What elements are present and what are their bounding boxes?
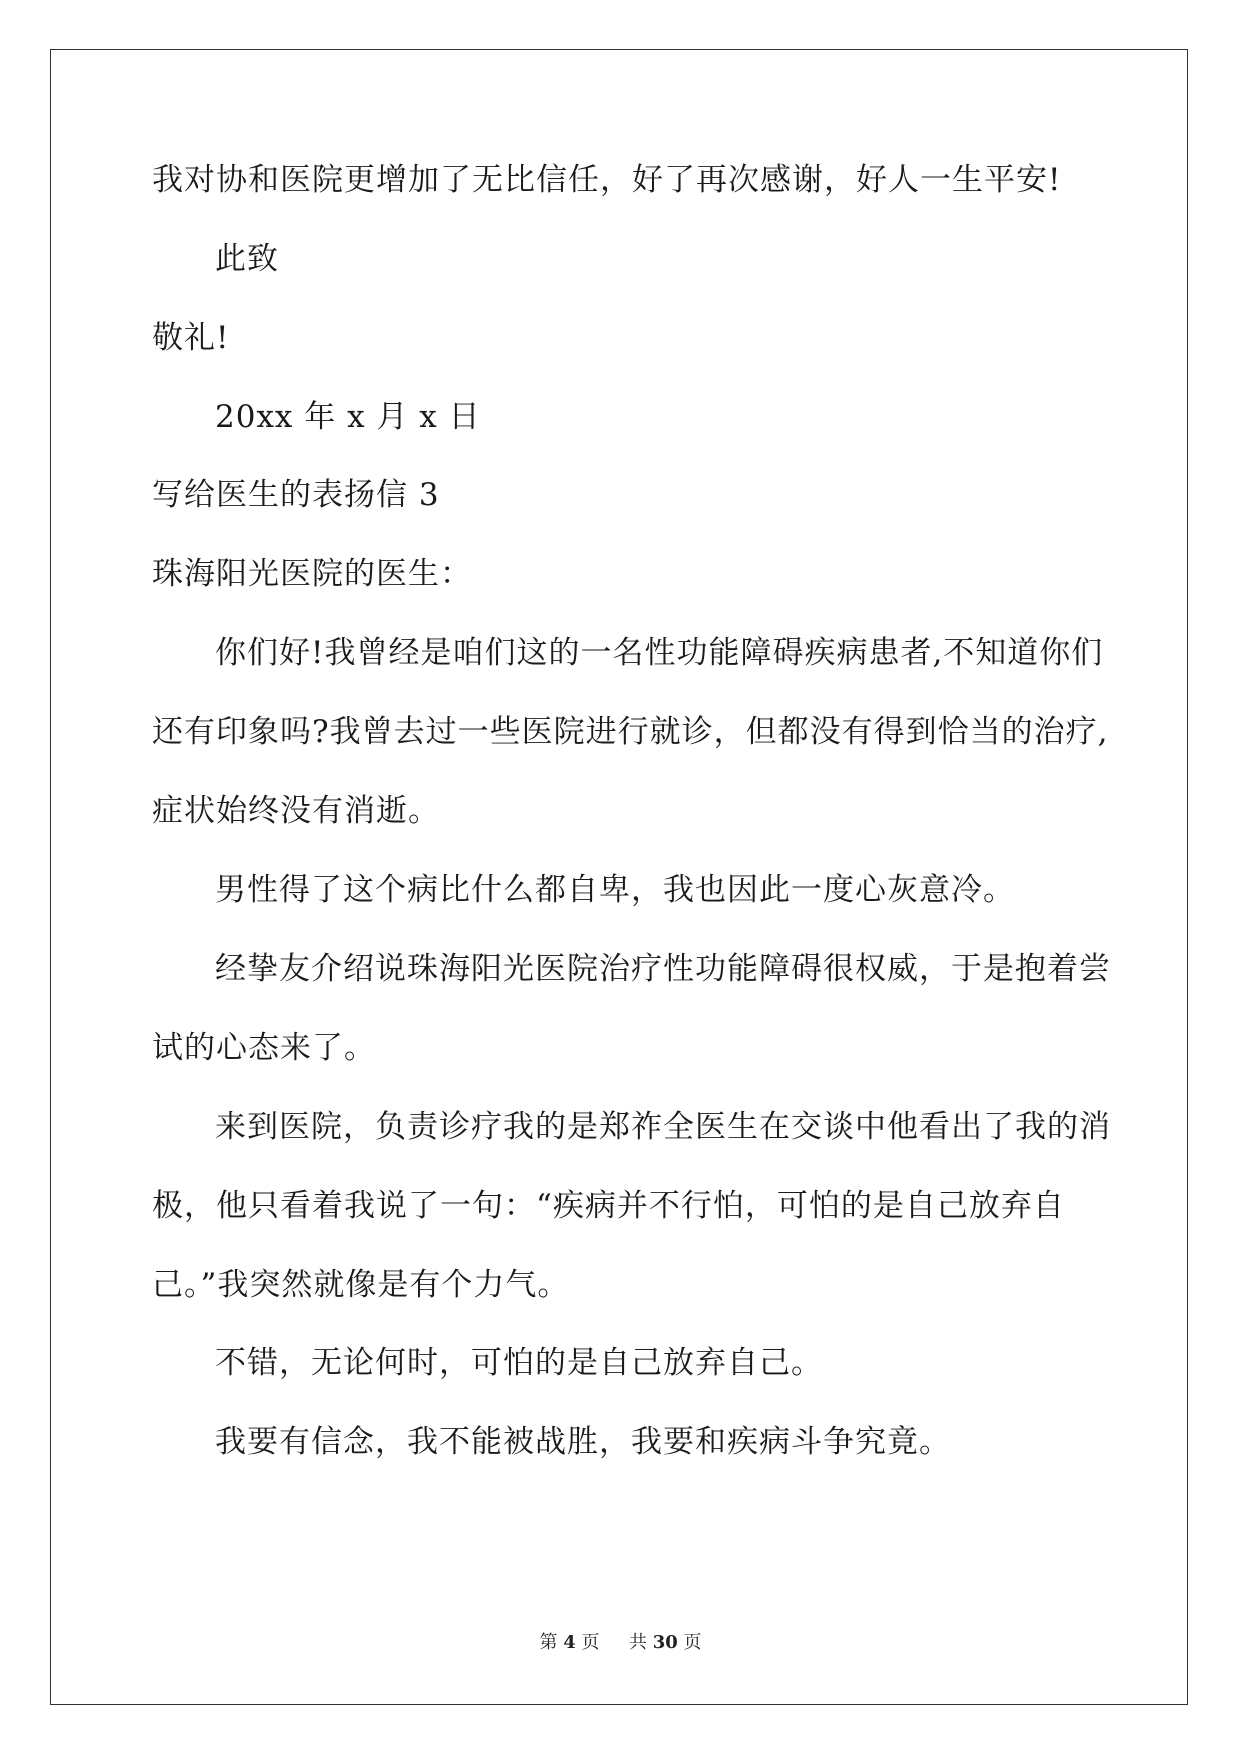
date-line: 20xx 年 x 月 x 日 (215, 399, 481, 435)
text-line: 不错，无论何时，可怕的是自己放弃自己。 (215, 1345, 823, 1381)
text-line: 我对协和医院更增加了无比信任，好了再次感谢，好人一生平安! (152, 162, 1062, 198)
text-line: 我要有信念，我不能被战胜，我要和疾病斗争究竟。 (215, 1424, 951, 1460)
footer-prefix: 第 (539, 1632, 558, 1653)
page-footer (0, 1628, 1241, 1654)
total-page-count: 30 (652, 1632, 678, 1653)
closing-respect: 敬礼! (152, 320, 230, 356)
current-page-number: 4 (563, 1632, 576, 1653)
text-line: 经挚友介绍说珠海阳光医院治疗性功能障碍很权威，于是抱着尝 (215, 951, 1111, 987)
text-line: 试的心态来了。 (152, 1030, 376, 1066)
text-line: 症状始终没有消逝。 (152, 793, 440, 829)
addressee: 珠海阳光医院的医生： (152, 556, 472, 592)
text-line: 男性得了这个病比什么都自卑，我也因此一度心灰意冷。 (215, 872, 1015, 908)
footer-total-label: 页 (683, 1632, 702, 1653)
text-line: 还有印象吗?我曾去过一些医院进行就诊，但都没有得到恰当的治疗, (152, 714, 1109, 750)
text-line: 来到医院，负责诊疗我的是郑祚全医生在交谈中他看出了我的消 (215, 1109, 1111, 1145)
text-line: 你们好!我曾经是咱们这的一名性功能障碍疾病患者,不知道你们 (215, 635, 1104, 671)
closing-salutation: 此致 (215, 241, 279, 277)
text-line: 己。”我突然就像是有个力气。 (152, 1267, 570, 1303)
footer-total-prefix: 共 (628, 1632, 647, 1653)
text-line: 极，他只看着我说了一句：“疾病并不行怕，可怕的是自己放弃自 (152, 1188, 1065, 1224)
section-title: 写给医生的表扬信 3 (152, 477, 440, 513)
footer-page-label: 页 (581, 1632, 600, 1653)
